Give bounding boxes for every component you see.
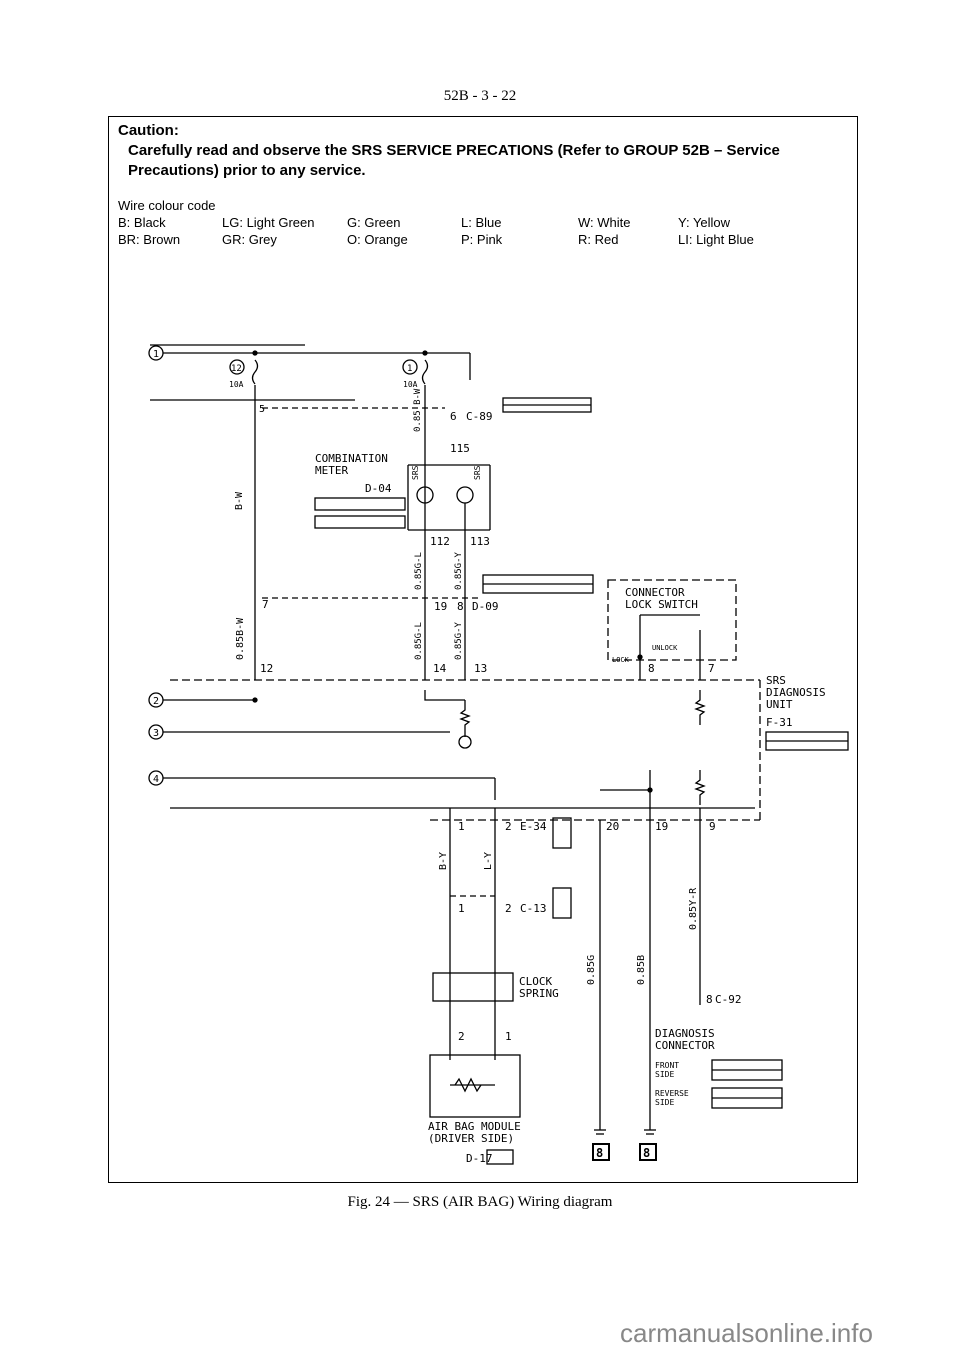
squib-symbol xyxy=(459,736,471,748)
svg-text:112: 112 xyxy=(430,535,450,548)
svg-text:1: 1 xyxy=(407,364,413,374)
fuse-1 xyxy=(403,360,428,389)
svg-text:19: 19 xyxy=(434,600,448,613)
svg-text:115: 115 xyxy=(450,442,470,455)
caution-title: Caution: xyxy=(118,122,179,139)
svg-text:D-04: D-04 xyxy=(365,482,392,495)
svg-text:D-17: D-17 xyxy=(466,1152,493,1165)
svg-text:1: 1 xyxy=(458,902,465,915)
svg-text:LOCK SWITCH: LOCK SWITCH xyxy=(625,598,698,611)
srs-diagnosis-unit xyxy=(766,674,848,750)
clock-spring xyxy=(433,973,559,1001)
svg-text:B-W: B-W xyxy=(234,491,245,510)
svg-text:2: 2 xyxy=(458,1030,465,1043)
svg-text:UNIT: UNIT xyxy=(766,698,793,711)
legend-item: GR: Grey xyxy=(222,232,277,247)
svg-text:E-34: E-34 xyxy=(520,820,547,833)
circled-label-1 xyxy=(149,346,163,360)
resistor-right xyxy=(696,690,704,725)
svg-text:0.85G: 0.85G xyxy=(586,954,597,985)
svg-text:B-Y: B-Y xyxy=(438,851,449,870)
svg-text:UNLOCK: UNLOCK xyxy=(652,644,678,652)
svg-text:0.85Y-R: 0.85Y-R xyxy=(688,887,699,930)
legend-item: R: Red xyxy=(578,232,619,247)
c89-pin-grid xyxy=(503,398,591,412)
legend-item: B: Black xyxy=(118,215,166,230)
wire-colour-code-title: Wire colour code xyxy=(118,198,216,213)
legend-item: W: White xyxy=(578,215,631,230)
svg-text:DIAGNOSIS: DIAGNOSIS xyxy=(766,686,826,699)
legend-item: L: Blue xyxy=(461,215,502,230)
svg-text:SRS: SRS xyxy=(411,465,420,480)
svg-text:REVERSE: REVERSE xyxy=(655,1089,689,1098)
svg-text:8: 8 xyxy=(706,993,713,1006)
connector-lock-switch xyxy=(608,580,736,680)
watermark: carmanualsonline.info xyxy=(620,1318,873,1348)
legend-item: LG: Light Green xyxy=(222,215,315,230)
svg-text:10A: 10A xyxy=(403,380,418,389)
svg-text:0.85B: 0.85B xyxy=(636,954,647,985)
svg-text:SRS: SRS xyxy=(766,674,786,687)
svg-text:1: 1 xyxy=(505,1030,512,1043)
ground-symbol-1 xyxy=(593,1130,609,1160)
svg-text:3: 3 xyxy=(153,728,160,739)
svg-text:1: 1 xyxy=(153,349,160,360)
svg-text:CONNECTOR: CONNECTOR xyxy=(655,1039,715,1052)
circled-label-2 xyxy=(149,693,163,707)
svg-text:D-09: D-09 xyxy=(472,600,499,613)
svg-text:6: 6 xyxy=(450,410,457,423)
svg-text:5: 5 xyxy=(259,404,266,415)
legend-item: G: Green xyxy=(347,215,401,230)
svg-text:(DRIVER SIDE): (DRIVER SIDE) xyxy=(428,1132,515,1145)
svg-text:L-Y: L-Y xyxy=(483,851,494,870)
caution-text: Carefully read and observe the SRS SERVICE PRECATIONS (Refer to GROUP 52B – Service Precautions) prior to any service. xyxy=(128,142,780,179)
svg-text:12: 12 xyxy=(260,662,274,675)
page-number: 52B - 3 - 22 xyxy=(443,88,517,104)
svg-text:8: 8 xyxy=(648,662,655,675)
e34-pin-grid xyxy=(553,818,571,848)
svg-text:19: 19 xyxy=(655,820,669,833)
svg-text:SPRING: SPRING xyxy=(519,987,559,1000)
figure-caption: Fig. 24 — SRS (AIR BAG) Wiring diagram xyxy=(347,1194,613,1210)
svg-text:8: 8 xyxy=(457,600,464,613)
squib-resistor xyxy=(461,700,469,737)
ground-symbol-2 xyxy=(640,1130,656,1160)
svg-text:C-13: C-13 xyxy=(520,902,547,915)
c13-pin-grid xyxy=(553,888,571,918)
svg-text:7: 7 xyxy=(262,598,269,611)
svg-text:SIDE: SIDE xyxy=(655,1098,675,1107)
circled-label-3 xyxy=(149,725,163,739)
diagnosis-connector xyxy=(655,993,782,1108)
svg-text:9: 9 xyxy=(709,820,716,833)
junction xyxy=(253,351,257,355)
svg-text:F-31: F-31 xyxy=(766,716,793,729)
svg-text:CLOCK: CLOCK xyxy=(519,975,553,988)
svg-text:0.85 B-W: 0.85 B-W xyxy=(413,388,423,432)
svg-text:AIR BAG MODULE: AIR BAG MODULE xyxy=(428,1120,521,1133)
d09-pin-grid xyxy=(483,575,593,593)
svg-text:C-89: C-89 xyxy=(466,410,493,423)
svg-text:0.85G-L: 0.85G-L xyxy=(414,552,424,590)
circled-label-4 xyxy=(149,771,163,785)
combination-meter xyxy=(315,452,490,530)
svg-text:4: 4 xyxy=(153,774,160,785)
svg-text:SRS: SRS xyxy=(473,465,482,480)
legend-item: Y: Yellow xyxy=(678,215,731,230)
svg-text:2: 2 xyxy=(505,820,512,833)
svg-text:C-92: C-92 xyxy=(715,993,742,1006)
svg-text:1: 1 xyxy=(458,820,465,833)
svg-text:13: 13 xyxy=(474,662,488,675)
svg-text:12: 12 xyxy=(231,364,242,374)
svg-text:FRONT: FRONT xyxy=(655,1061,680,1070)
junction xyxy=(253,698,257,702)
svg-text:2: 2 xyxy=(505,902,512,915)
svg-text:METER: METER xyxy=(315,464,349,477)
svg-text:COMBINATION: COMBINATION xyxy=(315,452,388,465)
junction xyxy=(423,351,427,355)
legend-item: LI: Light Blue xyxy=(678,232,754,247)
internal-path xyxy=(600,770,650,790)
svg-text:113: 113 xyxy=(470,535,490,548)
svg-text:DIAGNOSIS: DIAGNOSIS xyxy=(655,1027,715,1040)
svg-text:0.85G-L: 0.85G-L xyxy=(414,622,424,660)
svg-text:0.85B-W: 0.85B-W xyxy=(235,617,246,660)
svg-text:14: 14 xyxy=(433,662,447,675)
legend-item: P: Pink xyxy=(461,232,503,247)
svg-text:SIDE: SIDE xyxy=(655,1070,675,1079)
svg-text:8: 8 xyxy=(643,1146,651,1160)
svg-text:10A: 10A xyxy=(229,380,244,389)
svg-text:7: 7 xyxy=(708,662,715,675)
legend-item: BR: Brown xyxy=(118,232,181,247)
svg-text:LOCK: LOCK xyxy=(612,656,629,664)
resistor-right-2 xyxy=(696,770,704,805)
svg-text:0.85G-Y: 0.85G-Y xyxy=(454,622,464,660)
svg-text:2: 2 xyxy=(153,696,160,707)
svg-text:8: 8 xyxy=(596,1146,604,1160)
legend-item: O: Orange xyxy=(347,232,408,247)
fuse-12 xyxy=(229,360,258,389)
internal-loop xyxy=(425,690,465,700)
svg-text:0.85G-Y: 0.85G-Y xyxy=(454,552,464,590)
svg-text:CONNECTOR: CONNECTOR xyxy=(625,586,685,599)
air-bag-module xyxy=(428,1055,521,1165)
svg-text:20: 20 xyxy=(606,820,620,833)
